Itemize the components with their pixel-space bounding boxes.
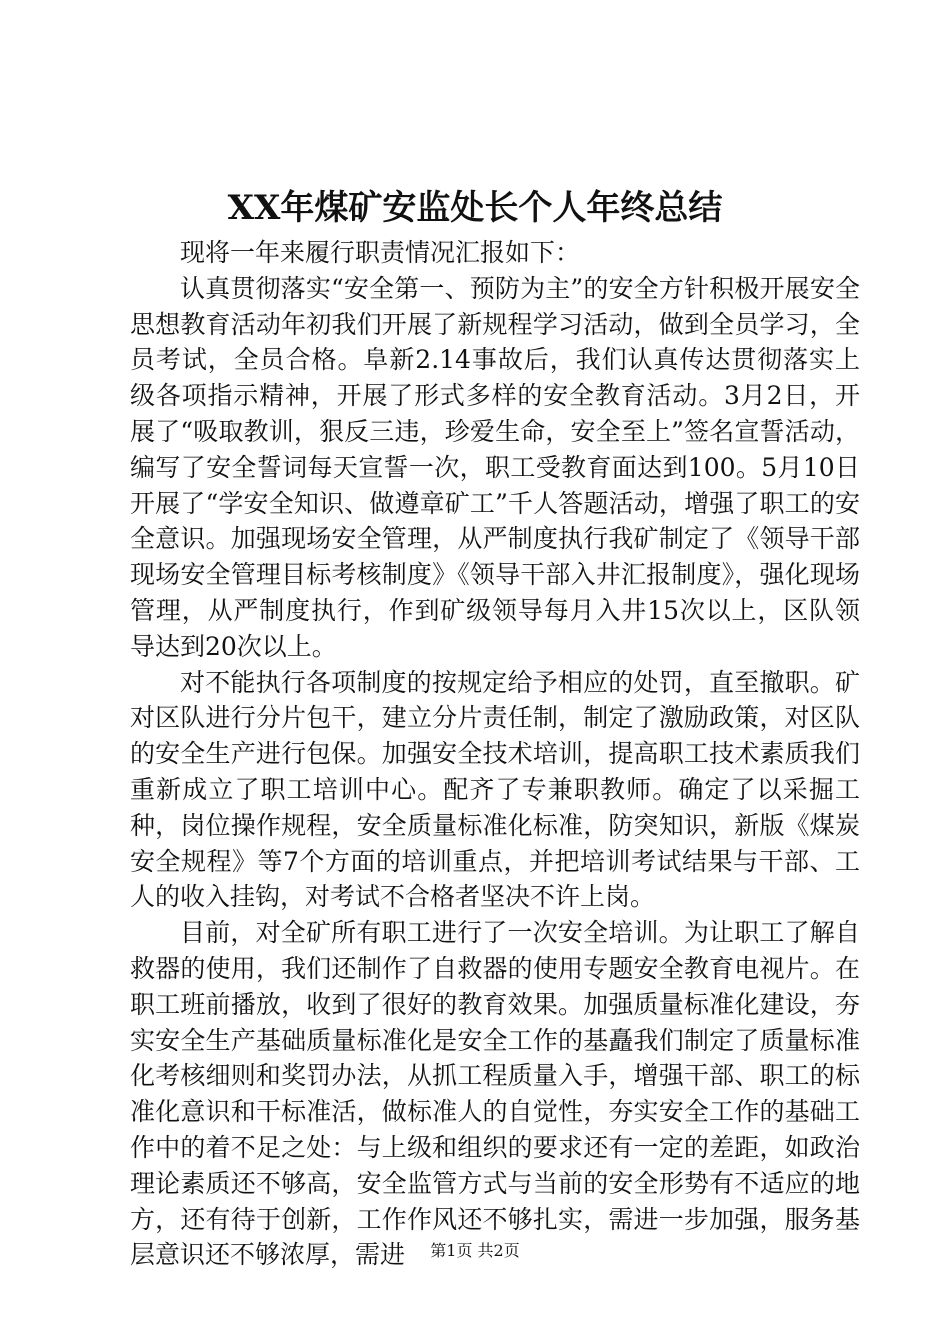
document-body [130,235,860,1273]
paragraph-intro: 现将一年来履行职责情况汇报如下： [180,238,581,267]
paragraph-quality-standards: 目前，对全矿所有职工进行了一次安全培训。为让职工了解自救器的使用，我们还制作了自救器的使用专题安全教育电视片。在职工班前播放，收到了很好的教育效果。加强质量标准化建设，夯实安全生产基础质量标准化是安全工作的基矗我们制定了质量标准化考核细则和奖罚办法，从抓工程质量入手，增强干部、职工的标准化意识和干标准活，做标准人的自觉性，夯实安全工作的基础工作中的着不足之处：与上级和组织的要求还有一定的差距，如政治理论素质还不够高，安全监管方式与当前的安全形势有不适应的地方，还有待于创新，工作作风还不够扎实，需进一步加强，服务基层意识还不够浓厚，需进 [130,918,860,1270]
paragraph-training: 对不能执行各项制度的按规定给予相应的处罚，直至撤职。矿对区队进行分片包干，建立分片责任制，制定了激励政策，对区队的安全生产进行包保。加强安全技术培训，提高职工技术素质我们重新成立了职工培训中心。配齐了专兼职教师。确定了以采掘工种，岗位操作规程，安全质量标准化标准，防突知识，新版《煤炭安全规程》等7个方面的培训重点，并把培训考试结果与干部、工人的收入挂钩，对考试不合格者坚决不许上岗。 [130,667,860,912]
page-footer: 第1页 共2页 [430,1241,520,1260]
document-title: XX年煤矿安监处长个人年终总结 [227,188,723,228]
paragraph-safety-education: 认真贯彻落实“安全第一、预防为主”的安全方针积极开展安全思想教育活动年初我们开展了新规程学习活动，做到全员学习，全员考试，全员合格。阜新2.14事故后，我们认真传达贯彻落实上级各项指示精神，开展了形式多样的安全教育活动。3月2日，开展了“吸取教训，狠反三违，珍爱生命，安全至上”签名宣誓活动，编写了安全誓词每天宣誓一次，职工受教育面达到100。5月10日开展了“学安全知识、做遵章矿工”千人答题活动，增强了职工的安全意识。加强现场安全管理，从严制度执行我矿制定了《领导干部现场安全管理目标考核制度》《领导干部入井汇报制度》，强化现场管理，从严制度执行，作到矿级领导每月入井15次以上，区队领导达到20次以上。 [130,273,860,661]
